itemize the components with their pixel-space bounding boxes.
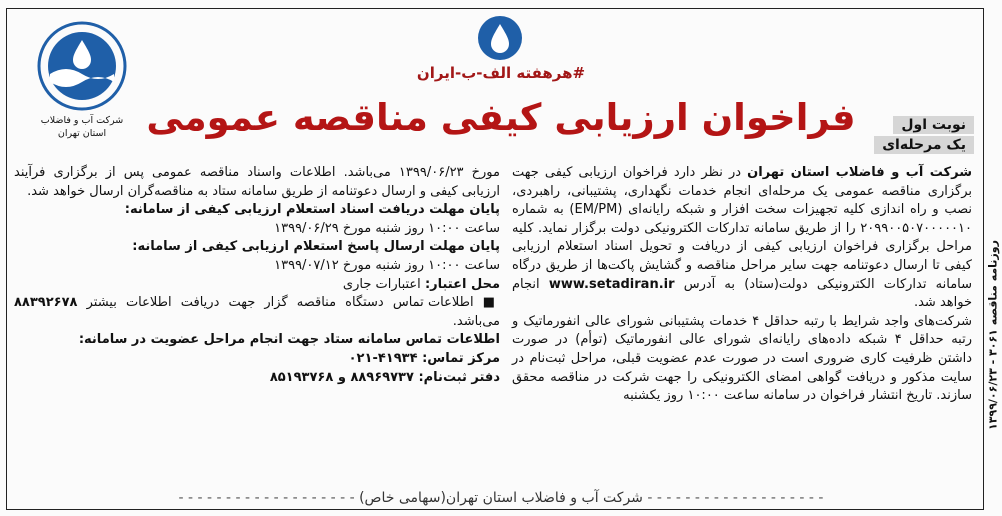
registration-office-value: ۸۸۹۶۹۷۳۷ و ۸۵۱۹۳۷۶۸	[269, 369, 419, 385]
company-name-line1: شرکت آب و فاضلاب	[40, 115, 124, 126]
credit-line	[14, 276, 500, 295]
contact-line	[14, 294, 500, 331]
deadline-submit-value: ساعت ۱۰:۰۰ روز شنبه مورخ ۱۳۹۹/۰۷/۱۲	[274, 257, 500, 273]
registration-office-line	[14, 369, 500, 388]
water-drop-icon	[476, 14, 524, 66]
footer	[0, 490, 1002, 506]
tender-code: (EM/PM)	[569, 202, 623, 218]
ad-title: فراخوان ارزیابی کیفی مناقصه عمومی	[146, 96, 856, 139]
intro-text-3: انجام خواهد شد.	[512, 276, 972, 311]
footer-company: شرکت آب و فاضلاب استان تهران(سهامی خاص)	[359, 490, 643, 506]
contact-phone: ۸۸۳۹۲۶۷۸	[14, 295, 78, 311]
footer-dots-left: - - - - - - - - - - - - - - - - - - -	[178, 490, 355, 506]
round-badge: نوبت اول	[893, 116, 974, 134]
deadline-submit-heading: پایان مهلت ارسال پاسخ استعلام ارزیابی کیفی از سامانه:	[132, 239, 500, 255]
side-caption	[984, 170, 1002, 500]
side-caption-text: روزنامه مناقصه ۳۰۶۱ - ۱۳۹۹/۰۶/۲۳	[986, 240, 1000, 430]
setad-link[interactable]: www.setadiran.ir	[548, 276, 675, 292]
intro-paragraph	[512, 164, 972, 313]
right-column	[512, 164, 972, 406]
setad-contact-heading: اطلاعات تماس سامانه ستاد جهت انجام مراحل عضویت در سامانه:	[78, 332, 500, 348]
call-center-line	[14, 350, 500, 369]
square-bullet-icon: ■	[473, 295, 500, 311]
eligibility-paragraph: شرکت‌های واجد شرایط با رتبه حداقل ۴ خدمات پشتیبانی شورای عالی انفورماتیک و رتبه حداقل ۴ شبکه داده‌های رایانه‌ای شورای عالی انفورماتیک (توأم) در صورت داشتن ظرفیت کاری ضروری است در صورت عدم عضویت قبلی، مراحل ثبت‌نام در سایت مذکور و دریافت گواهی امضای الکترونیکی را جهت شرکت در مناقصه محقق سازند. تاریخ انتشار فراخوان در سامانه ساعت ۱۰:۰۰ روز یکشنبه	[512, 313, 972, 404]
credit-value: اعتبارات جاری	[342, 276, 425, 292]
company-name-line2: استان تهران	[57, 128, 107, 139]
contact-text: اطلاعات تماس دستگاه مناقصه گزار جهت دریافت اطلاعات بیشتر	[77, 295, 474, 311]
continued-paragraph: مورخ ۱۳۹۹/۰۶/۲۳ می‌باشد. اطلاعات واسناد مناقصه عمومی پس از برگزاری فرآیند ارزیابی کیفی و ارسال دعوتنامه از طریق سامانه ستاد به مناقصه‌گران ارسال خواهد شد.	[14, 165, 500, 199]
credit-label: محل اعتبار:	[424, 276, 500, 292]
deadline-receive-heading: پایان مهلت دریافت اسناد استعلام ارزیابی کیفی از سامانه:	[124, 202, 500, 218]
intro-text-1: در نظر دارد فراخوان ارزیابی کیفی جهت برگزاری مناقصه عمومی یک مرحله‌ای انجام خدمات نگهداری، پشتیبانی، راهبردی، نصب و راه اندازی کلیه تجهیزات سخت افزار و شبکه رایانه‌ای	[512, 165, 972, 218]
stage-badge: یک مرحله‌ای	[874, 136, 974, 154]
call-center-label: مرکز تماس:	[422, 350, 500, 366]
left-column	[14, 164, 500, 387]
deadline-receive-value: ساعت ۱۰:۰۰ روز شنبه مورخ ۱۳۹۹/۰۶/۲۹	[274, 220, 500, 236]
contact-end: می‌باشد.	[452, 313, 500, 329]
company-name-bold: شرکت آب و فاضلاب استان تهران	[747, 165, 972, 180]
footer-dots-right: - - - - - - - - - - - - - - - - - - -	[647, 490, 824, 506]
registration-office-label: دفتر ثبت‌نام:	[418, 369, 500, 385]
intro-text-2: به شماره ۲۰۹۹۰۰۵۰۷۰۰۰۰۰۱۰ را از طریق سامانه تدارکات الکترونیکی دولت برگزار نماید. کلیه مراحل برگزاری فراخوان ارزیابی کیفی از دریافت و تحویل اسناد استعلام ارزیابی کیفی تا ارسال دعوتنامه جهت سایر مراحل مناقصه و گشایش پاکت‌ها از طریق درگاه سامانه تدارکات الکترونیکی دولت(ستاد) به آدرس	[512, 202, 973, 292]
hashtag: #هرهفته الف-ب-ایران	[416, 64, 586, 82]
call-center-value: ۴۱۹۳۴-۰۲۱	[348, 350, 423, 366]
